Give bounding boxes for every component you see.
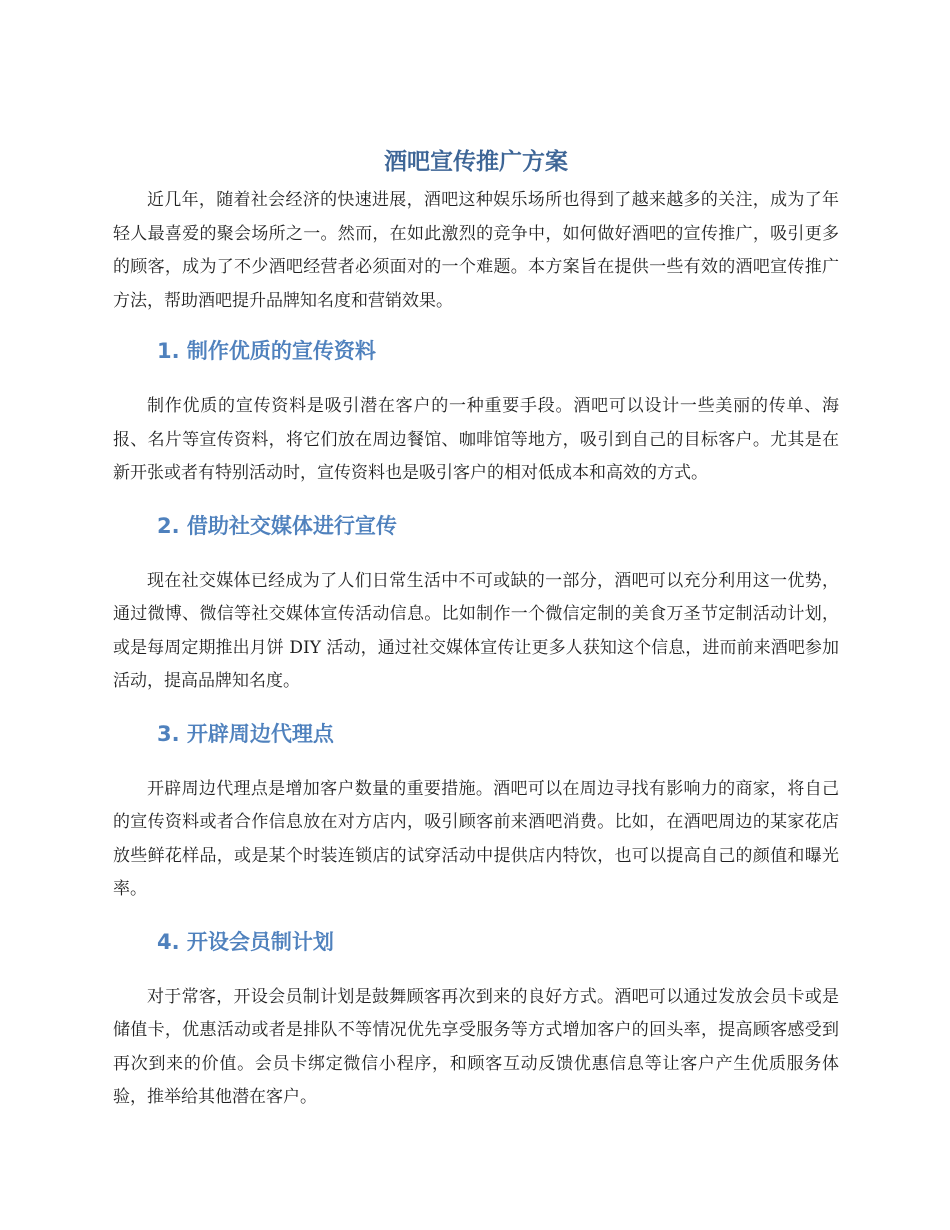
section-heading-2: 2. 借助社交媒体进行宣传	[157, 513, 397, 538]
section-heading-1: 1. 制作优质的宣传资料	[157, 339, 376, 363]
section-body-3: 开辟周边代理点是增加客户数量的重要措施。酒吧可以在周边寻找有影响力的商家，将自己的宣传资料或者合作信息放在对方店内，吸引顾客前来酒吧消费。比如，在酒吧周边的某家花店放些鲜花样品，或是某个时装连锁店的试穿活动中提供店内特饮，也可以提高自己的颜值和曝光率。	[113, 778, 839, 899]
section-body-2: 现在社交媒体已经成为了人们日常生活中不可或缺的一部分，酒吧可以充分利用这一优势，通过微博、微信等社交媒体宣传活动信息。比如制作一个微信定制的美食万圣节定制活动计划，或是每周定期推出月饼 DIY 活动，通过社交媒体宣传让更多人获知这个信息，进而前来酒吧参加活动，提高品牌知名度。	[113, 570, 839, 691]
section-heading-4: 4. 开设会员制计划	[157, 929, 334, 954]
intro-paragraph: 近几年，随着社会经济的快速进展，酒吧这种娱乐场所也得到了越来越多的关注，成为了年轻人最喜爱的聚会场所之一。然而，在如此激烈的竞争中，如何做好酒吧的宣传推广，吸引更多的顾客，成为了不少酒吧经营者必须面对的一个难题。本方案旨在提供一些有效的酒吧宣传推广方法，帮助酒吧提升品牌知名度和营销效果。	[113, 190, 839, 311]
document-content	[113, 140, 839, 1115]
section-body-1: 制作优质的宣传资料是吸引潜在客户的一种重要手段。酒吧可以设计一些美丽的传单、海报、名片等宣传资料，将它们放在周边餐馆、咖啡馆等地方，吸引到自己的目标客户。尤其是在新开张或者有特别活动时，宣传资料也是吸引客户的相对低成本和高效的方式。	[113, 396, 839, 483]
section-heading-3: 3. 开辟周边代理点	[157, 721, 334, 746]
document-title: 酒吧宣传推广方案	[384, 149, 568, 175]
section-body-4: 对于常客，开设会员制计划是鼓舞顾客再次到来的良好方式。酒吧可以通过发放会员卡或是储值卡，优惠活动或者是排队不等情况优先享受服务等方式增加客户的回头率，提高顾客感受到再次到来的价值。会员卡绑定微信小程序，和顾客互动反馈优惠信息等让客户产生优质服务体验，推举给其他潜在客户。	[113, 986, 839, 1107]
